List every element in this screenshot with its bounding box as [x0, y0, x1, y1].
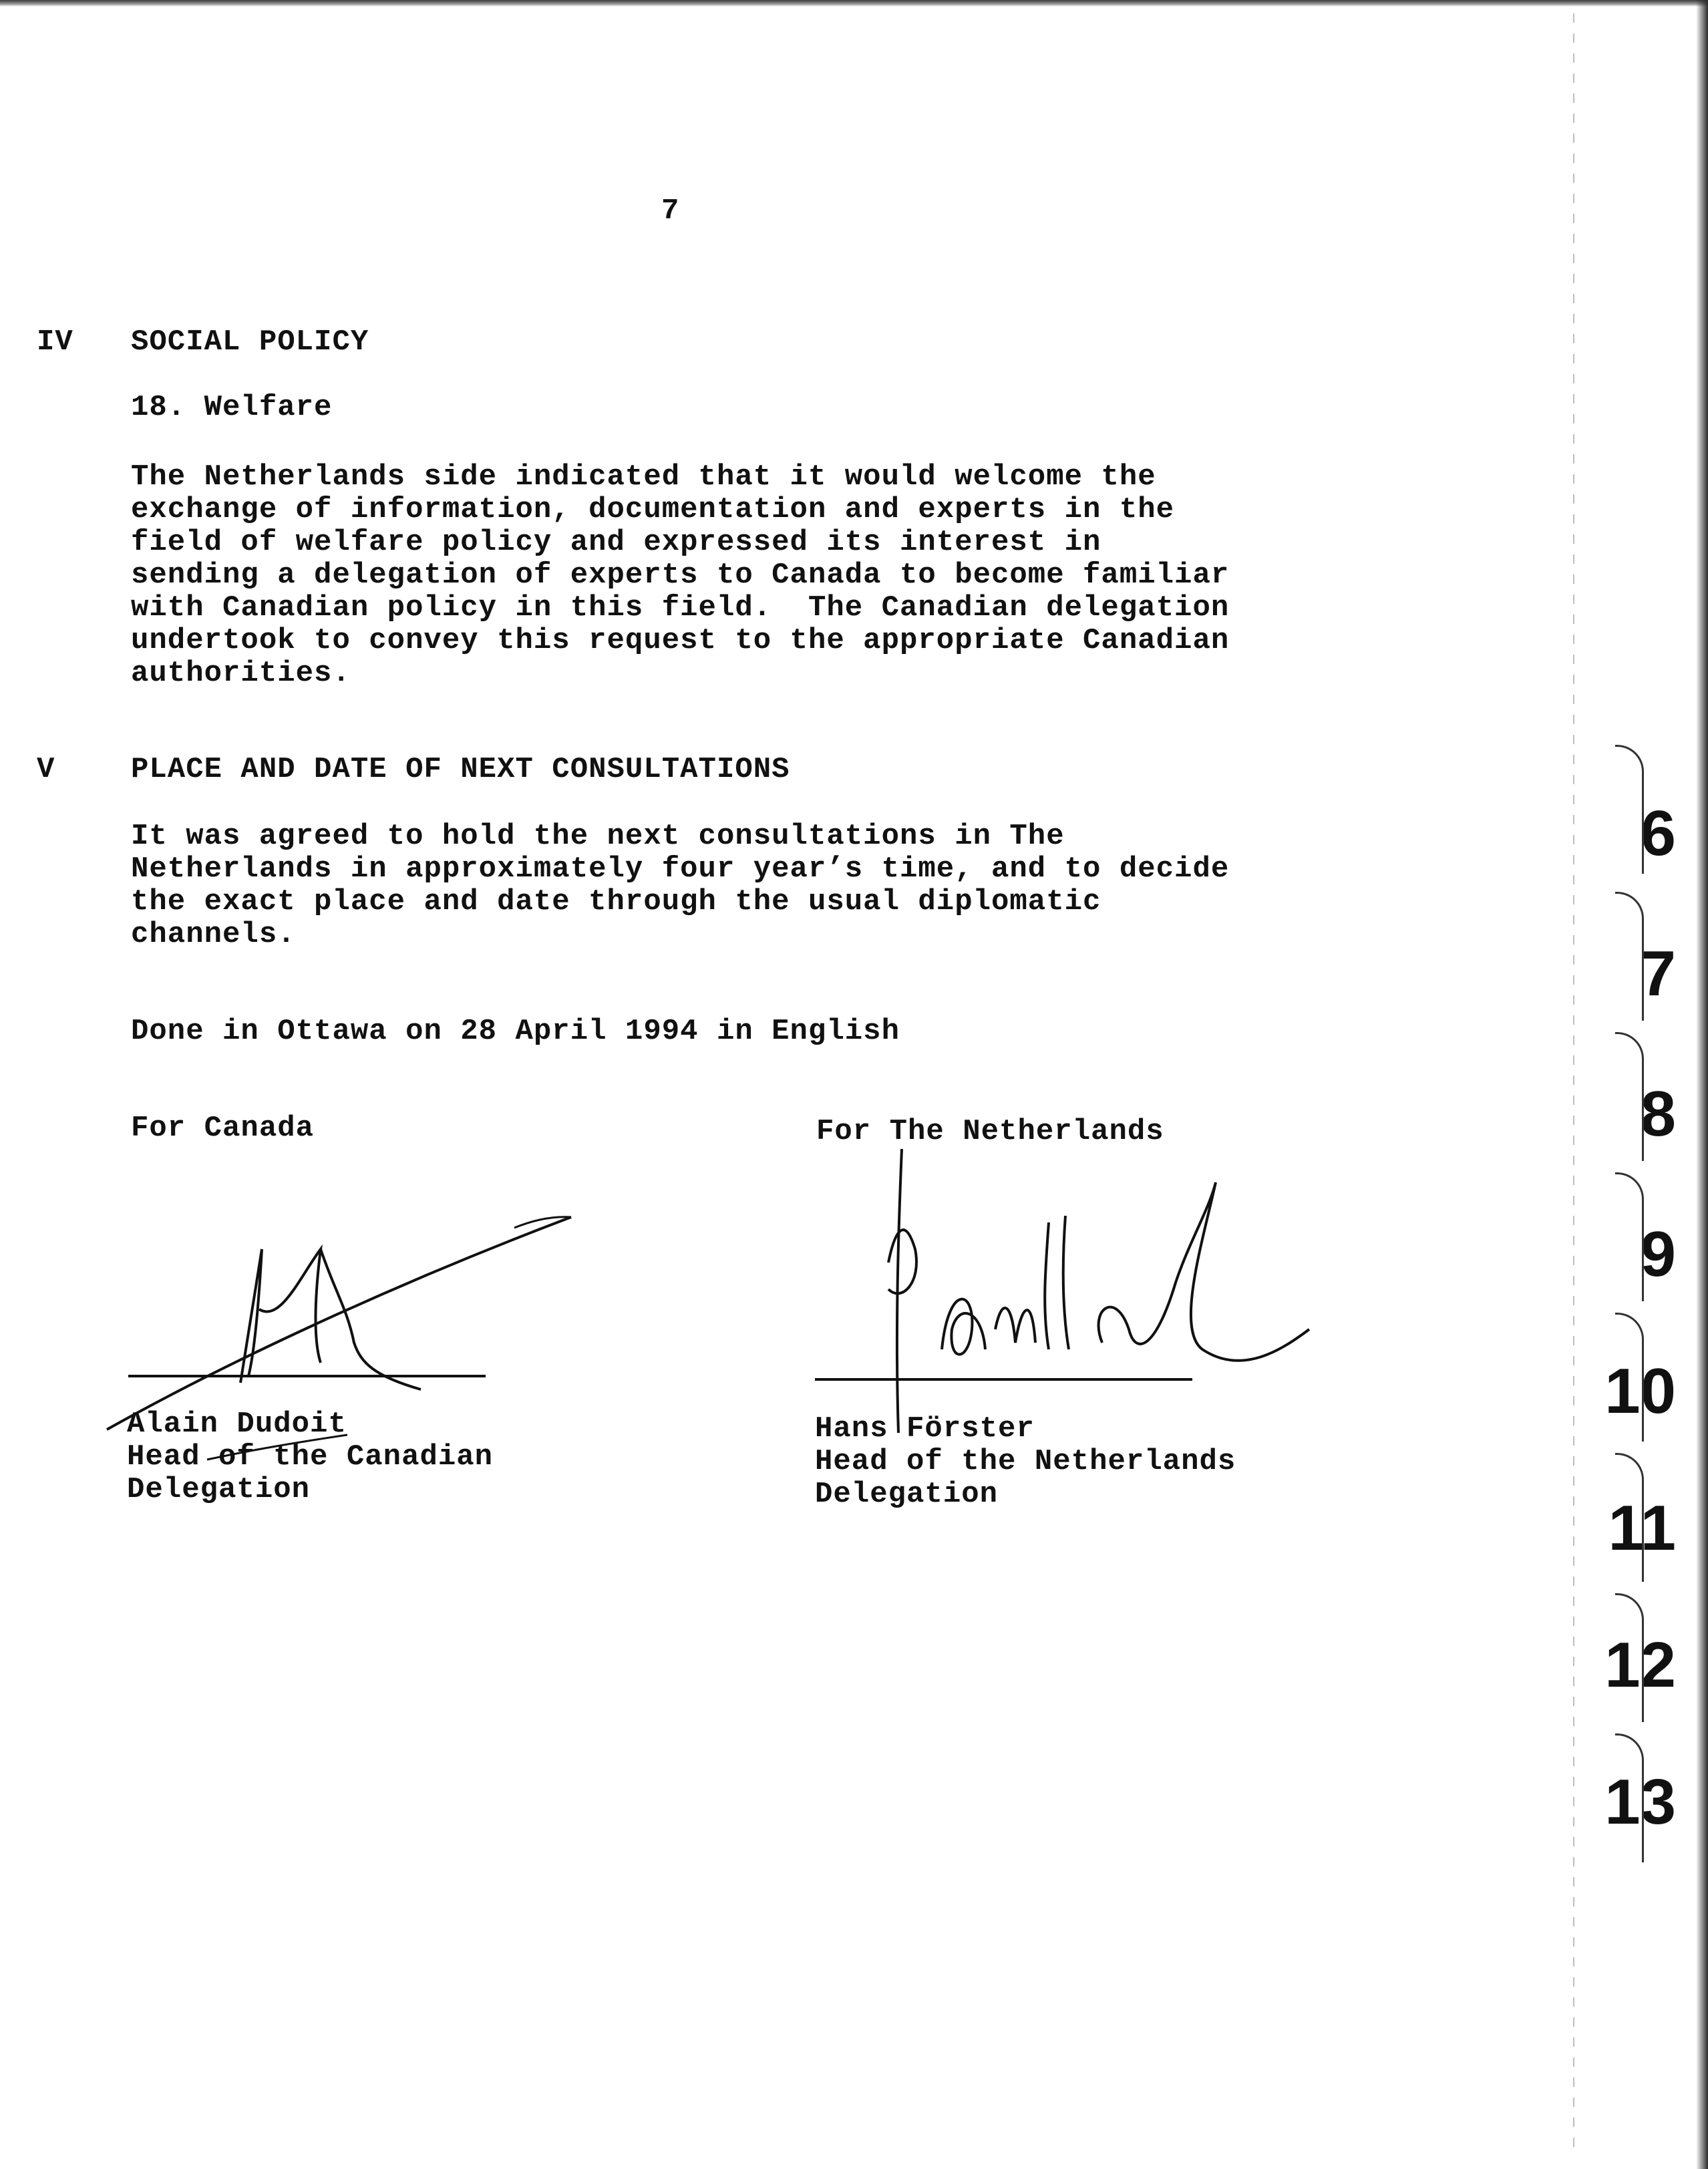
- section-v-title: PLACE AND DATE OF NEXT CONSULTATIONS: [131, 753, 790, 786]
- subsection-welfare-title: 18. Welfare: [131, 391, 333, 424]
- tab-notch: [1615, 745, 1644, 874]
- tab-10: 10: [1604, 1355, 1676, 1427]
- tab-9: 9: [1640, 1218, 1676, 1290]
- for-netherlands-label: For The Netherlands: [816, 1115, 1164, 1148]
- netherlands-signature-line: [815, 1378, 1192, 1381]
- canada-signature: [80, 1209, 588, 1430]
- netherlands-signatory-title-line2: Delegation: [815, 1478, 999, 1511]
- tab-12: 12: [1604, 1629, 1676, 1701]
- tab-notch: [1615, 1172, 1644, 1301]
- canada-signatory-name: Alain Dudoit: [127, 1407, 347, 1441]
- tab-13: 13: [1604, 1766, 1676, 1838]
- canada-signature-line: [128, 1375, 486, 1377]
- tab-notch: [1615, 1313, 1644, 1442]
- for-canada-label: For Canada: [131, 1112, 315, 1145]
- done-statement: Done in Ottawa on 28 April 1994 in English: [131, 1015, 900, 1048]
- tab-7: 7: [1640, 938, 1676, 1009]
- welfare-paragraph: The Netherlands side indicated that it would welcome the exchange of information, documentation and experts in the field of welfare policy and expressed its interest in sending a delegation of experts to Canada to become familiar with Canadian policy in this field. The Canadian delegation undertook to convey this request to the appropriate Canadian authorities.: [131, 460, 1230, 690]
- tab-11: 11: [1608, 1492, 1676, 1564]
- tab-8: 8: [1640, 1078, 1676, 1150]
- section-iv-numeral: IV: [37, 325, 73, 359]
- canada-signatory-title-line2: Delegation: [127, 1473, 311, 1506]
- tab-notch: [1615, 892, 1644, 1021]
- netherlands-signatory-name: Hans Förster: [815, 1412, 1035, 1446]
- tab-notch: [1615, 1733, 1644, 1862]
- scan-border-top: [0, 0, 1708, 7]
- page-number: 7: [661, 194, 680, 228]
- section-iv-title: SOCIAL POLICY: [131, 325, 369, 359]
- tab-notch: [1615, 1032, 1644, 1161]
- tab-notch: [1615, 1593, 1644, 1722]
- section-v-numeral: V: [37, 753, 55, 786]
- canada-signatory-title: Head of the Canadian: [127, 1440, 494, 1474]
- tab-notch: [1615, 1453, 1644, 1582]
- consultations-paragraph: It was agreed to hold the next consultations in The Netherlands in approximately four year’s time, and to decide the exact place and date through the usual diplomatic channels.: [131, 820, 1230, 951]
- tab-6: 6: [1640, 798, 1676, 869]
- netherlands-signature: [842, 1129, 1323, 1443]
- netherlands-signatory-title: Head of the Netherlands: [815, 1445, 1236, 1478]
